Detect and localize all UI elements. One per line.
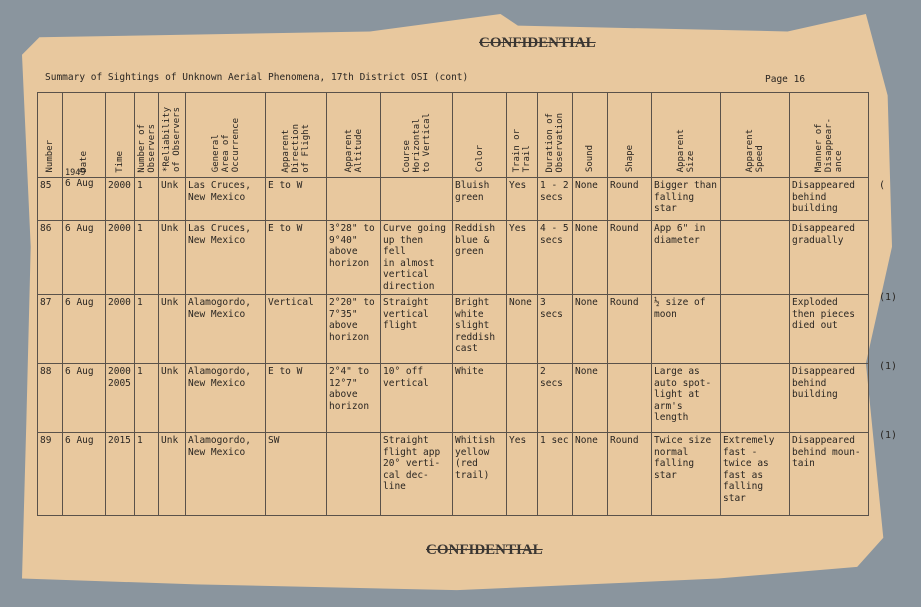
table-cell: 1 <box>135 221 159 295</box>
table-cell: 6 Aug <box>63 433 106 516</box>
table-cell <box>381 178 453 221</box>
cell-text: 6 Aug <box>65 178 94 189</box>
table-cell: 6 Aug <box>63 295 106 364</box>
col-disappearance: Manner of Disappear- ance <box>790 93 869 178</box>
table-cell <box>721 178 790 221</box>
row-note: ( <box>879 179 886 191</box>
table-cell: Bright white slight reddish cast <box>453 295 507 364</box>
col-color: Color <box>453 93 507 178</box>
table-cell: Disappeared behind building <box>790 178 869 221</box>
table-cell: Whitish yellow (red trail) <box>453 433 507 516</box>
table-cell <box>608 364 652 433</box>
table-cell: White <box>453 364 507 433</box>
table-cell: 4 - 5 secs <box>538 221 573 295</box>
col-size: Apparent Size <box>652 93 721 178</box>
table-cell: Unk <box>159 364 186 433</box>
table-cell: 2000 <box>106 221 135 295</box>
table-cell: SW <box>266 433 327 516</box>
table-cell: Yes <box>507 433 538 516</box>
col-altitude: Apparent Altitude <box>327 93 381 178</box>
table-cell: Round <box>608 178 652 221</box>
row-note: (1) <box>879 360 898 372</box>
table-cell: Las Cruces, New Mexico <box>186 221 266 295</box>
col-trail: Train or Trail <box>507 93 538 178</box>
row-note: (1) <box>879 291 898 303</box>
table-cell <box>721 295 790 364</box>
table-cell <box>63 168 106 221</box>
table-cell: 2000 <box>106 178 135 221</box>
sightings-table <box>37 92 869 516</box>
table-cell <box>327 433 381 516</box>
table-cell: 1 <box>135 178 159 221</box>
table-cell: E to W <box>266 221 327 295</box>
table-cell: Disappeared behind building <box>790 364 869 433</box>
table-cell: 1 <box>135 295 159 364</box>
table-cell: 89 <box>38 433 63 516</box>
table-cell <box>327 178 381 221</box>
table-cell: 2°20" to 7°35" above horizon <box>327 295 381 364</box>
table-row <box>38 433 869 516</box>
year-label: 1949 <box>65 168 86 178</box>
table-cell: App 6" in diameter <box>652 221 721 295</box>
table-cell: Round <box>608 295 652 364</box>
table-cell: Alamogordo, New Mexico <box>186 364 266 433</box>
table-cell: Bluish green <box>453 178 507 221</box>
col-reliability: *Reliability of Observers <box>159 93 186 178</box>
table-cell: None <box>573 221 608 295</box>
table-cell: None <box>573 433 608 516</box>
table-cell: 2°4" to 12°7" above horizon <box>327 364 381 433</box>
table-cell: ½ size of moon <box>652 295 721 364</box>
table-cell: 1 sec <box>538 433 573 516</box>
col-date: Date <box>63 93 106 178</box>
table-cell: 3°28" to 9°40" above horizon <box>327 221 381 295</box>
table-cell: 88 <box>38 364 63 433</box>
table-row <box>38 295 869 364</box>
col-sound: Sound <box>573 93 608 178</box>
table-cell: E to W <box>266 178 327 221</box>
table-row <box>38 364 869 433</box>
table-row <box>38 221 869 295</box>
row-note: (1) <box>879 429 898 441</box>
table-cell: Reddish blue & green <box>453 221 507 295</box>
table-cell <box>507 364 538 433</box>
table-cell: Unk <box>159 221 186 295</box>
table-cell: Bigger than falling star <box>652 178 721 221</box>
table-cell: 86 <box>38 221 63 295</box>
table-cell: Disappeared behind moun- tain <box>790 433 869 516</box>
table-cell: 2015 <box>106 433 135 516</box>
table-cell: Straight vertical flight <box>381 295 453 364</box>
table-cell: Alamogordo, New Mexico <box>186 433 266 516</box>
table-row <box>38 178 869 221</box>
table-cell: 1 - 2 secs <box>538 178 573 221</box>
table-cell: Curve going up then fell in almost vertical direction <box>381 221 453 295</box>
table-cell: Round <box>608 221 652 295</box>
table-cell: 2000 <box>106 295 135 364</box>
page-number: Page 16 <box>765 74 806 85</box>
table-cell: Alamogordo, New Mexico <box>186 295 266 364</box>
table-cell: 6 Aug <box>63 364 106 433</box>
table-cell: None <box>507 295 538 364</box>
table-cell: Yes <box>507 178 538 221</box>
confidential-stamp-top: CONFIDENTIAL <box>479 35 596 51</box>
table-cell: Exploded then pieces died out <box>790 295 869 364</box>
table-cell: None <box>573 178 608 221</box>
table-cell <box>721 221 790 295</box>
table-cell: Unk <box>159 433 186 516</box>
table-cell: 1 <box>135 433 159 516</box>
col-course: Course Horizontal to Vertical <box>381 93 453 178</box>
table-cell: None <box>573 295 608 364</box>
header-row <box>38 93 869 178</box>
col-observers: Number of Observers <box>135 93 159 178</box>
table-cell: Vertical <box>266 295 327 364</box>
table-cell: Large as auto spot- light at arm's length <box>652 364 721 433</box>
col-direction: Apparent Direction of Flight <box>266 93 327 178</box>
table-cell: 2 secs <box>538 364 573 433</box>
table-cell: 1 <box>135 364 159 433</box>
col-duration: Duration of Observation <box>538 93 573 178</box>
confidential-stamp-bottom: CONFIDENTIAL <box>426 542 543 558</box>
col-shape: Shape <box>608 93 652 178</box>
table-cell: 6 Aug <box>63 221 106 295</box>
table-cell: 10° off vertical <box>381 364 453 433</box>
col-speed: Apparent Speed <box>721 93 790 178</box>
table-cell: Unk <box>159 295 186 364</box>
col-number: Number <box>38 93 63 178</box>
summary-title: Summary of Sightings of Unknown Aerial Phenomena, 17th District OSI (cont) <box>45 72 469 83</box>
table-cell: Disappeared gradually <box>790 221 869 295</box>
table-cell: 87 <box>38 295 63 364</box>
table-cell: 85 <box>38 178 63 221</box>
table-cell: Yes <box>507 221 538 295</box>
table-cell: None <box>573 364 608 433</box>
table-cell: Twice size normal falling star <box>652 433 721 516</box>
table-cell: Extremely fast - twice as fast as falling star <box>721 433 790 516</box>
col-area: General Area of Occurrence <box>186 93 266 178</box>
table-cell: Round <box>608 433 652 516</box>
table-cell: Las Cruces, New Mexico <box>186 178 266 221</box>
table-cell <box>721 364 790 433</box>
table-cell: 3 secs <box>538 295 573 364</box>
table-cell: 2000 2005 <box>106 364 135 433</box>
table-cell: Straight flight app 20° verti- cal dec- line <box>381 433 453 516</box>
col-time: Time <box>106 93 135 178</box>
table-cell: Unk <box>159 178 186 221</box>
table-cell: E to W <box>266 364 327 433</box>
